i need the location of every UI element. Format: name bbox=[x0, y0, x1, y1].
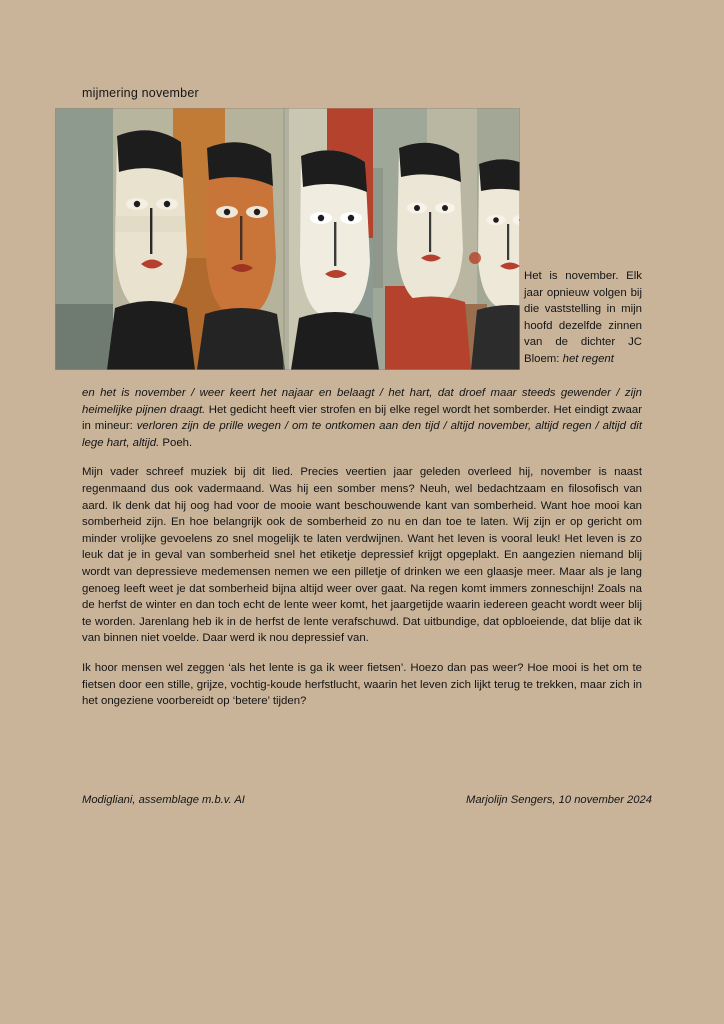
poem-quote-second: verloren zijn de prille wegen / om te ontkomen aan den tijd / altijd november, altijd regen / altijd dit lege hart, altijd. bbox=[82, 420, 642, 449]
author-credit: Marjolijn Sengers, 10 november 2024 bbox=[466, 794, 652, 806]
paragraph-1 bbox=[82, 385, 642, 451]
paragraph-1-text-a: Het gedicht heeft vier strofen en bij elke regel wordt het somberder. Het eindigt zwaar in mineur: bbox=[82, 403, 642, 433]
artwork-svg bbox=[55, 108, 520, 370]
paragraph-3: Ik hoor mensen wel zeggen ‘als het lente is ga ik weer fietsen’. Hoezo dan pas weer? Hoe mooi is het om te fietsen door een stille, grijze, vochtig-koude herfstlucht, waarin het leven zich lijkt terug te trekken, maar zich in het ongeziene voorbereidt op ‘betere’ tijden? bbox=[82, 661, 642, 708]
page-title: mijmering november bbox=[82, 86, 199, 100]
artwork-credit: Modigliani, assemblage m.b.v. AI bbox=[82, 794, 245, 806]
paragraph-2: Mijn vader schreef muziek bij dit lied. Precies veertien jaar geleden overleed hij, november is naast regenmaand dus ook vadermaand. Was hij een somber mens? Neuh, wel bedachtzaam en filosofisch van aard. Ik denk dat hij oog had voor de mooie want beschouwende kant van somberheid. Want hoe mooi kan somberheid zijn. En hoe belangrijk ook de somberheid zo nu en dan toe te laten. Wij zijn er op gericht om minder vrolijke gevoelens zo snel mogelijk te laten verdwijnen. Want het leven is vooral leuk! Het leven is zo leuk dat je in geval van somberheid snel het etiketje depressief krijgt opgeplakt. En aangezien niemand blij wordt van depressieve medemensen nemen we een pilletje of drinken we een glaasje meer. Maar als je lang genoeg leeft weet je dat somberheid bijna altijd weer over gaat. Na regen komt immers zonneschijn! Zoals na de herfst de winter en dan toch echt de lente weer komt, het jaargetijde waarin iedereen geacht wordt weer blij te worden. Jarenlang heb ik in de herfst de lente verafschuwd. Dat uitbundige, dat opbloeiende, dat blije dat ik van binnen niet voelde. Daar werd ik nou depressief van. bbox=[82, 466, 642, 645]
intro-paragraph bbox=[524, 268, 642, 368]
intro-italic-text: het regent bbox=[562, 352, 614, 365]
article-body bbox=[82, 385, 642, 710]
intro-plain-text: Het is november. Elk jaar opnieuw volgen bij die vaststelling in mijn hoofd dezelfde zinnen van de dichter JC Bloem: bbox=[524, 270, 642, 365]
paragraph-1-text-b: Poeh. bbox=[159, 436, 193, 449]
poem-quote-first: en het is november / weer keert het najaar en belaagt / het hart, dat droef maar steeds gewender / zijn heimelijke pijnen draagt. bbox=[82, 387, 642, 416]
artwork-image bbox=[55, 108, 520, 370]
